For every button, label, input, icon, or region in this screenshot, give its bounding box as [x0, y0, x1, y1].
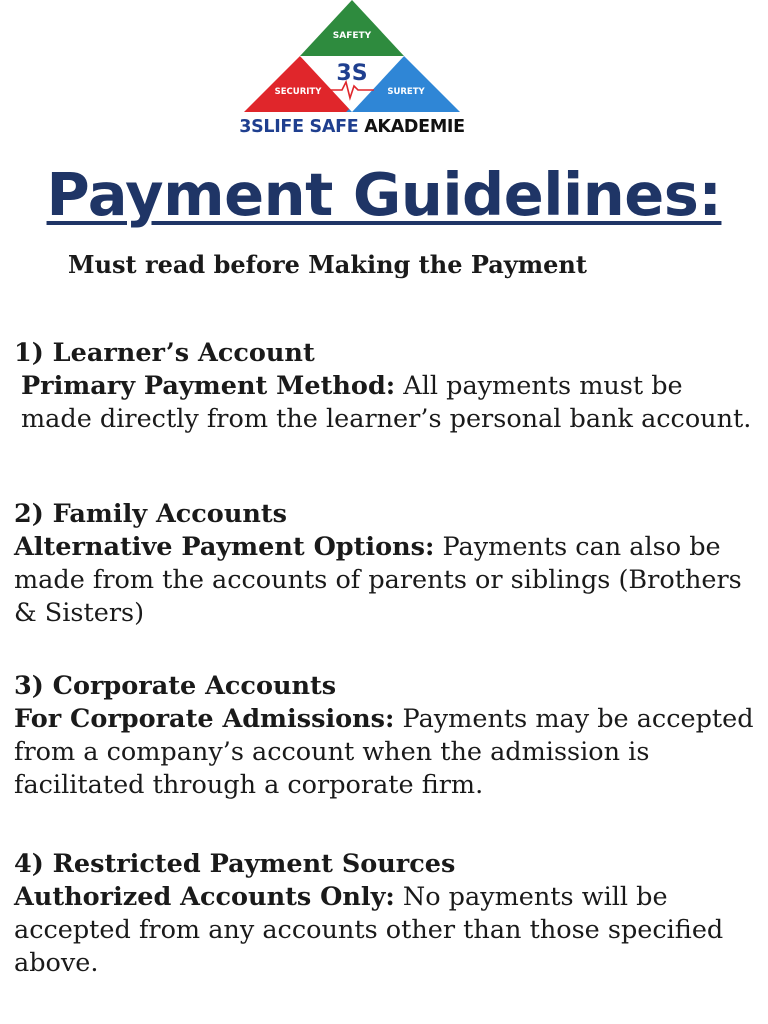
- section-text: All payments must be made directly from the learner’s personal bank account.: [21, 371, 752, 434]
- logo-security-label: SECURITY: [274, 87, 322, 97]
- page-title-text: Payment Guidelines:: [46, 160, 722, 229]
- section-body: [14, 881, 754, 980]
- section-heading: 3) Corporate Accounts: [14, 671, 337, 701]
- section-text: Payments can also be made from the accounts of parents or siblings (Brothers & Sisters): [14, 532, 742, 628]
- section-heading: 2) Family Accounts: [14, 499, 288, 529]
- logo-surety-label: SURETY: [387, 87, 425, 97]
- section-body: [14, 370, 754, 436]
- section-label: For Corporate Admissions:: [14, 704, 395, 734]
- section-label: Primary Payment Method:: [21, 371, 396, 401]
- page-title: [0, 160, 768, 229]
- section-text: Payments may be accepted from a company’s account when the admission is facilitated through a corporate firm.: [14, 704, 754, 800]
- logo-3s-mark: 3S: [336, 61, 368, 86]
- guideline-section-restricted: [14, 848, 754, 980]
- section-label: Authorized Accounts Only:: [14, 882, 395, 912]
- logo-triangle-green: [300, 0, 404, 56]
- brand-name-part1: 3SLIFE SAFE: [239, 117, 359, 137]
- section-body: [14, 703, 754, 802]
- section-text: No payments will be accepted from any accounts other than those specified above.: [14, 882, 724, 978]
- triangle-logo-icon: [238, 0, 466, 118]
- section-heading: 1) Learner’s Account: [14, 338, 315, 368]
- section-heading: 4) Restricted Payment Sources: [14, 849, 456, 879]
- brand-name: [238, 117, 466, 137]
- guideline-section-learner: [14, 337, 754, 436]
- guideline-section-family: [14, 498, 754, 630]
- page-subtitle: Must read before Making the Payment: [68, 250, 587, 279]
- section-label: Alternative Payment Options:: [14, 532, 435, 562]
- brand-name-part2: AKADEMIE: [364, 117, 465, 137]
- guideline-section-corporate: [14, 670, 754, 802]
- section-body: [14, 531, 754, 630]
- logo-safety-label: SAFETY: [332, 31, 372, 41]
